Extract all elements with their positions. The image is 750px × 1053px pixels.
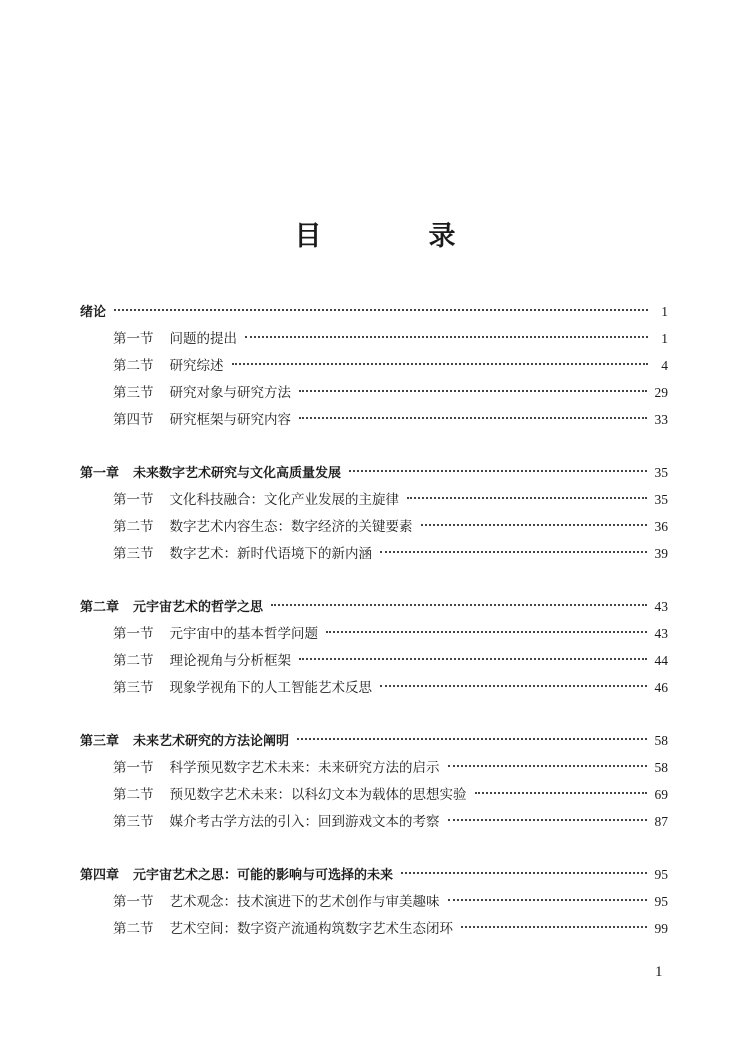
section-label: 第三节 — [113, 385, 154, 401]
dot-leader — [232, 363, 649, 365]
section-label: 第一节 — [113, 331, 154, 347]
dot-leader — [114, 309, 648, 311]
section-title: 研究综述 — [169, 358, 224, 374]
chapter-gap — [80, 567, 668, 593]
page-number: 1 — [655, 964, 663, 980]
table-of-contents — [80, 298, 668, 942]
toc-section-entry — [80, 406, 668, 433]
section-title: 元宇宙中的基本哲学问题 — [169, 626, 318, 642]
toc-section-entry — [80, 325, 668, 352]
dot-leader — [448, 899, 647, 901]
section-page-number: 95 — [654, 894, 668, 909]
toc-section-entry — [80, 754, 668, 781]
toc-chapter-entry — [80, 459, 668, 486]
section-page-number: 29 — [654, 385, 668, 400]
section-title: 艺术空间：数字资产流通构筑数字艺术生态闭环 — [169, 921, 453, 937]
chapter-gap — [80, 433, 668, 459]
chapter-gap — [80, 701, 668, 727]
section-label: 第一节 — [113, 760, 154, 776]
section-title: 科学预见数字艺术未来：未来研究方法的启示 — [169, 760, 440, 776]
section-label: 第三节 — [113, 814, 154, 830]
section-title: 研究框架与研究内容 — [169, 412, 291, 428]
chapter-page-number: 35 — [654, 465, 668, 480]
toc-section-entry — [80, 486, 668, 513]
section-page-number: 87 — [654, 814, 668, 829]
section-title: 问题的提出 — [169, 331, 237, 347]
section-label: 第一节 — [113, 626, 154, 642]
chapter-title: 未来数字艺术研究与文化高质量发展 — [133, 466, 342, 481]
section-title: 预见数字艺术未来：以科幻文本为载体的思想实验 — [169, 787, 467, 803]
section-title: 现象学视角下的人工智能艺术反思 — [169, 680, 372, 696]
dot-leader — [299, 390, 647, 392]
chapter-title: 绪论 — [80, 305, 107, 320]
section-label: 第三节 — [113, 680, 154, 696]
section-title: 文化科技融合：文化产业发展的主旋律 — [169, 492, 399, 508]
dot-leader — [271, 604, 646, 606]
toc-section-entry — [80, 513, 668, 540]
page-title: 目 录 — [294, 221, 496, 252]
section-page-number: 1 — [661, 331, 668, 346]
toc-chapter-entry — [80, 861, 668, 888]
section-title: 媒介考古学方法的引入：回到游戏文本的考察 — [169, 814, 440, 830]
chapter-label: 第一章 — [80, 466, 120, 481]
chapter-page-number: 43 — [654, 599, 668, 614]
section-page-number: 58 — [654, 760, 668, 775]
chapter-page-number: 58 — [654, 733, 668, 748]
toc-section-entry — [80, 620, 668, 647]
section-page-number: 99 — [654, 921, 668, 936]
section-page-number: 69 — [654, 787, 668, 802]
chapter-gap — [80, 835, 668, 861]
dot-leader — [299, 417, 647, 419]
chapter-page-number: 1 — [661, 304, 668, 319]
section-page-number: 39 — [654, 546, 668, 561]
toc-section-entry — [80, 808, 668, 835]
dot-leader — [421, 524, 647, 526]
chapter-title: 元宇宙艺术之思：可能的影响与可选择的未来 — [133, 868, 394, 883]
dot-leader — [349, 470, 646, 472]
chapter-page-number: 95 — [654, 867, 668, 882]
dot-leader — [297, 738, 646, 740]
section-title: 艺术观念：技术演进下的艺术创作与审美趣味 — [169, 894, 440, 910]
section-page-number: 4 — [661, 358, 668, 373]
toc-chapter-entry — [80, 298, 668, 325]
toc-chapter-entry — [80, 593, 668, 620]
chapter-title: 未来艺术研究的方法论阐明 — [133, 734, 290, 749]
section-title: 数字艺术：新时代语境下的新内涵 — [169, 546, 372, 562]
toc-section-entry — [80, 781, 668, 808]
dot-leader — [401, 872, 646, 874]
dot-leader — [461, 926, 647, 928]
toc-section-entry — [80, 379, 668, 406]
chapter-title: 元宇宙艺术的哲学之思 — [133, 600, 264, 615]
toc-section-entry — [80, 540, 668, 567]
dot-leader — [245, 336, 648, 338]
chapter-label: 第二章 — [80, 600, 120, 615]
section-label: 第二节 — [113, 519, 154, 535]
dot-leader — [299, 658, 647, 660]
dot-leader — [448, 765, 647, 767]
toc-chapter-entry — [80, 727, 668, 754]
section-label: 第一节 — [113, 894, 154, 910]
section-title: 数字艺术内容生态：数字经济的关键要素 — [169, 519, 413, 535]
section-page-number: 44 — [654, 653, 668, 668]
section-page-number: 33 — [654, 412, 668, 427]
section-label: 第三节 — [113, 546, 154, 562]
dot-leader — [326, 631, 647, 633]
dot-leader — [407, 497, 647, 499]
dot-leader — [475, 792, 647, 794]
dot-leader — [380, 551, 647, 553]
section-page-number: 46 — [654, 680, 668, 695]
section-page-number: 36 — [654, 519, 668, 534]
section-title: 研究对象与研究方法 — [169, 385, 291, 401]
section-page-number: 43 — [654, 626, 668, 641]
section-label: 第一节 — [113, 492, 154, 508]
toc-section-entry — [80, 915, 668, 942]
section-page-number: 35 — [654, 492, 668, 507]
chapter-label: 第四章 — [80, 868, 120, 883]
section-title: 理论视角与分析框架 — [169, 653, 291, 669]
toc-section-entry — [80, 647, 668, 674]
chapter-label: 第三章 — [80, 734, 120, 749]
dot-leader — [448, 819, 647, 821]
toc-section-entry — [80, 674, 668, 701]
section-label: 第二节 — [113, 787, 154, 803]
section-label: 第四节 — [113, 412, 154, 428]
section-label: 第二节 — [113, 921, 154, 937]
section-label: 第二节 — [113, 358, 154, 374]
section-label: 第二节 — [113, 653, 154, 669]
toc-section-entry — [80, 888, 668, 915]
toc-section-entry — [80, 352, 668, 379]
dot-leader — [380, 685, 647, 687]
